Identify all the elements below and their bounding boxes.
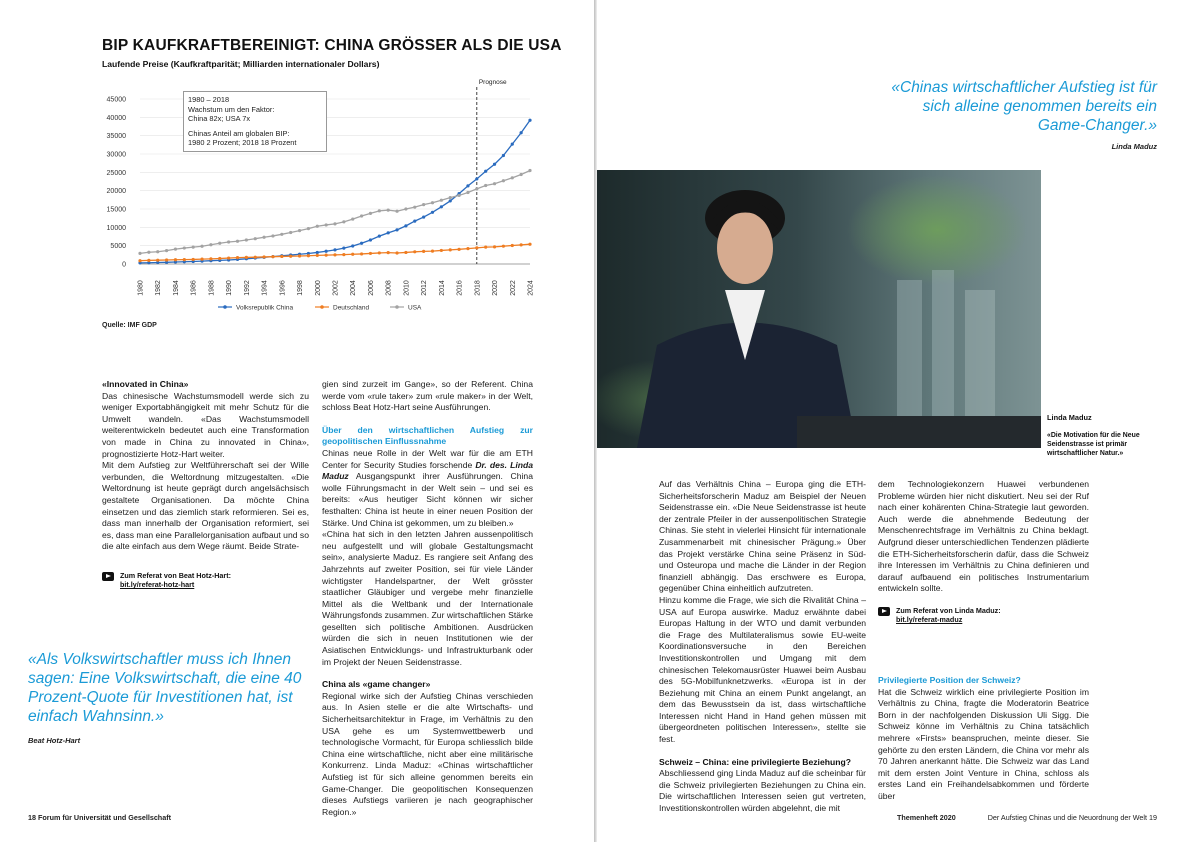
data-point <box>236 240 239 243</box>
left-column-2 <box>322 379 533 818</box>
y-tick-label: 5000 <box>110 243 126 251</box>
data-point <box>192 258 195 261</box>
data-point <box>138 259 141 262</box>
x-tick-label: 1992 <box>243 280 251 296</box>
data-point <box>316 251 319 254</box>
x-tick-label: 2008 <box>385 280 393 296</box>
data-point <box>387 251 390 254</box>
speaker-name: Dr. des. Linda Maduz <box>322 459 533 482</box>
data-point <box>227 240 230 243</box>
data-point <box>147 259 150 262</box>
data-point <box>165 249 168 252</box>
reference-url[interactable]: bit.ly/referat-hotz-hart <box>120 580 195 590</box>
pull-quote: «Als Volkswirtschaftler muss ich Ihnen sagen: Eine Volkswirtschaft, die eine 40 Prozent-Quote für Investitionen hat, ist einfach Wahnsinn.» <box>28 651 302 725</box>
chart-subtitle: Laufende Preise (Kaufkraftparität; Milliarden internationaler Dollars) <box>102 59 380 69</box>
data-point <box>245 256 248 259</box>
data-point <box>289 231 292 234</box>
annotation-line: 1980 – 2018 <box>188 95 230 104</box>
reference-link-maduz[interactable] <box>878 606 1089 625</box>
left-column-1 <box>102 379 309 590</box>
data-point <box>138 252 141 255</box>
x-tick-label: 1988 <box>208 280 216 296</box>
data-point <box>422 250 425 253</box>
data-point <box>528 119 531 122</box>
annotation-line: China 82x; USA 7x <box>188 114 251 124</box>
data-point <box>209 257 212 260</box>
y-tick-label: 45000 <box>106 96 126 104</box>
legend-marker <box>395 305 399 309</box>
data-point <box>395 210 398 213</box>
prognosis-label: Prognose <box>478 79 507 86</box>
text-run: Ausgangspunkt ihrer Ausführungen. China wolle Führungsmacht in der Welt sein – und sei es bereits: «Aus heutiger Sicht können wir sicher festhalten: China ist heute in einer neuen Position der Stärke. Und China ist gekommen, um zu bleiben.» <box>322 471 533 528</box>
data-point <box>369 252 372 255</box>
paragraph: Regional wirke sich der Aufstieg Chinas verschieden aus. In Asien stelle er die alte Wirtschafts- und Sicherheitsarchitektur in Frage, im Verhältnis zu den USA gehe es um Systemwettbewerb und technologische Vormacht, für Europa schliesslich bilde China eine wirtschaftliche, nicht aber eine militärische Konkurrenz. Linda Maduz: «Chinas wirtschaftlicher Aufstieg ist für sich alleine genommen bereits ein Game-Changer. Die geopolitischen Konsequenzen dieses Aufstiegs variieren je nach geographischer Region.» <box>322 690 533 817</box>
data-point <box>422 215 425 218</box>
legend-label: USA <box>408 304 422 312</box>
data-point <box>449 248 452 251</box>
data-point <box>316 225 319 228</box>
left-page <box>0 0 594 842</box>
data-point <box>528 243 531 246</box>
data-point <box>218 257 221 260</box>
data-point <box>325 253 328 256</box>
data-point <box>520 243 523 246</box>
page-footer-right: Der Aufstieg Chinas und die Neuordnung der Welt 19 <box>987 813 1157 822</box>
data-point <box>475 246 478 249</box>
chart-title: BIP KAUFKRAFTBEREINIGT: CHINA GRÖSSER ALS DIE USA <box>102 37 562 54</box>
data-point <box>271 234 274 237</box>
data-point <box>174 248 177 251</box>
chart-source: Quelle: IMF GDP <box>102 322 157 329</box>
data-point <box>449 196 452 199</box>
play-icon <box>102 572 114 581</box>
data-point <box>484 184 487 187</box>
data-point <box>360 214 363 217</box>
text-run: Chinas neue Rolle in der Welt war für die am ETH Center for Security Studies forschende <box>322 447 533 470</box>
section-heading: «Innovated in China» <box>102 379 189 389</box>
paragraph: dem Technologiekonzern Huawei verbundenen Probleme würden hier nicht diskutiert. Neu sei der Ruf nach einer kohärenten China-Strategie laut geworden. Auch werde die abnehmende Bedeutung der Menschenrechtsfrage im Verhältnis zu China beklagt. Aufgrund dieser unterschiedlichen Tendenzen plädierte die ETH-Sicherheitsforscherin dafür, dass die Schweiz ihre Interessen im Verhältnis zu China definieren und darauf aufbauend ein politisches Instrumentarium entwickeln sollte. <box>878 479 1089 594</box>
annotation-line: Chinas Anteil am globalen BIP: <box>188 128 290 138</box>
data-point <box>342 247 345 250</box>
data-point <box>262 255 265 258</box>
x-tick-label: 2012 <box>421 280 429 296</box>
data-point <box>387 231 390 234</box>
play-icon <box>878 607 890 616</box>
x-tick-label: 2002 <box>332 280 340 296</box>
data-point <box>484 170 487 173</box>
data-point <box>262 236 265 239</box>
data-point <box>502 154 505 157</box>
data-point <box>457 248 460 251</box>
data-point <box>378 209 381 212</box>
right-column-2 <box>878 479 1089 802</box>
data-point <box>493 163 496 166</box>
x-tick-label: 2024 <box>527 280 535 296</box>
speaker-photo <box>597 170 1041 448</box>
data-point <box>183 258 186 261</box>
data-point <box>395 228 398 231</box>
data-point <box>413 250 416 253</box>
annotation-line: Wachstum um den Faktor: <box>188 104 275 114</box>
data-point <box>466 191 469 194</box>
data-point <box>325 250 328 253</box>
data-point <box>466 184 469 187</box>
y-tick-label: 0 <box>122 261 126 269</box>
data-point <box>316 254 319 257</box>
data-point <box>307 254 310 257</box>
data-point <box>289 255 292 258</box>
data-point <box>351 253 354 256</box>
data-point <box>227 256 230 259</box>
data-point <box>511 143 514 146</box>
data-point <box>502 179 505 182</box>
section-heading: Über den wirtschaftlichen Aufstieg zur geopolitischen Einflussnahme <box>322 424 533 447</box>
y-tick-label: 15000 <box>106 206 126 214</box>
data-point <box>254 256 257 259</box>
paragraph: Das chinesische Wachstumsmodell werde sich zu weniger Exportabhängigkeit mit mehr Schutz für die Umwelt wandeln. «Das Wachstumsmodell weiterentwickeln bedeutet auch eine Transformation von made in China zu innovated in China», prognostizierte Hotz-Hart weiter. <box>102 390 309 459</box>
data-point <box>502 245 505 248</box>
data-point <box>236 256 239 259</box>
reference-link-hotz-hart[interactable] <box>102 571 309 590</box>
chart-annotation-box <box>183 91 327 152</box>
y-tick-label: 40000 <box>106 114 126 122</box>
data-point <box>245 238 248 241</box>
legend-label: Volksrepublik China <box>236 304 294 312</box>
data-point <box>378 235 381 238</box>
pull-quote-author: Linda Maduz <box>1111 142 1157 151</box>
data-point <box>413 220 416 223</box>
paragraph: Mit dem Aufstieg zur Weltführerschaft sei der Wille verbunden, die Weltordnung mitzugestalten. «Die Weltordnung ist heute geprägt durch angelsächsisch gestaltete Organisationen. Da möchte China einsetzen und das ziemlich stark reformieren. Sei es, dass man innerhalb der Organisation reformiert, sei es, dass man eine Parallelorganisation aufbaut und so die alte einfach aus dem Wege räumt. Beide Strate- <box>102 460 309 552</box>
data-point <box>475 177 478 180</box>
reference-title: Zum Referat von Beat Hotz-Hart: <box>120 570 232 580</box>
data-point <box>466 247 469 250</box>
section-heading: Schweiz – China: eine privilegierte Beziehung? <box>659 756 851 767</box>
y-tick-label: 30000 <box>106 151 126 159</box>
photo-caption-name: Linda Maduz <box>1047 413 1092 422</box>
x-tick-label: 1990 <box>226 280 234 296</box>
page-footer: 18 Forum für Universität und Gesellschaft <box>28 813 171 822</box>
x-tick-label: 2006 <box>367 280 375 296</box>
data-point <box>493 245 496 248</box>
data-point <box>192 246 195 249</box>
data-point <box>493 182 496 185</box>
photo-caption-text: «Die Motivation für die Neue Seidenstrasse ist primär wirtschaftlicher Natur.» <box>1047 432 1140 457</box>
x-tick-label: 2020 <box>492 280 500 296</box>
page-footer-left: Themenheft 2020 <box>897 813 956 822</box>
data-point <box>511 176 514 179</box>
data-point <box>298 254 301 257</box>
data-point <box>165 258 168 261</box>
data-point <box>484 246 487 249</box>
data-point <box>360 252 363 255</box>
data-point <box>147 251 150 254</box>
data-point <box>280 255 283 258</box>
data-point <box>342 220 345 223</box>
reference-url[interactable]: bit.ly/referat-maduz <box>896 615 963 625</box>
data-point <box>440 205 443 208</box>
data-point <box>520 173 523 176</box>
y-tick-label: 20000 <box>106 188 126 196</box>
data-point <box>387 209 390 212</box>
data-point <box>360 242 363 245</box>
legend-label: Deutschland <box>333 304 370 312</box>
data-point <box>395 251 398 254</box>
data-point <box>218 242 221 245</box>
x-tick-label: 2018 <box>474 280 482 296</box>
paragraph: Auf das Verhältnis China – Europa ging die ETH-Sicherheitsforscherin Maduz am Beispiel der Neuen Seidenstrasse ein. «Die Neue Seidenstrasse ist heute der zentrale Pfeiler in der aussenpolitischen Strategie Chinas. Sie steht in vielerlei Hinsicht für internationale Zusammenarbeit mit chinesischer Prägung.» Über das Projekt verstärke China seine Präsenz in Süd- und Osteuropa und mache die Länder in der Region finanziell abhängig. Das erschwere es Europa, gegenüber China einheitlich aufzutreten. <box>659 479 866 594</box>
paragraph: gien sind zurzeit im Gange», so der Referent. China werde vom «rule taker» zum «rule maker» in der Welt, schloss Beat Hotz-Hart seine Ausführungen. <box>322 379 533 413</box>
data-point <box>511 244 514 247</box>
data-point <box>431 211 434 214</box>
data-point <box>156 259 159 262</box>
paragraph: Abschliessend ging Linda Maduz auf die scheinbar für die Schweiz privilegierten Beziehungen zu China ein. Die wirtschaftlichen Interessen seien gut vertreten, Investitionskontrollen würden abgelehnt, die mit <box>659 768 866 814</box>
data-point <box>209 243 212 246</box>
y-tick-label: 10000 <box>106 224 126 232</box>
paragraph: Hinzu komme die Frage, wie sich die Rivalität China – USA auf Europa auswirke. Maduz erwähnte dabei Europas Haltung in der WTO und damit verbunden die Frage des Multilateralismus sowie EU-weite Koordinationsversuche in den Bereichen Investitionskontrollen und Umgang mit dem chinesischen Telekomausrüster Huawei beim Ausbau des 5G-Mobilfunknetzwerks. «Europa ist in der Beziehung mit China an einem Punkt angelangt, an dem das Bewusstsein da ist, dass wirtschaftliche Interessen nicht Hand in Hand gehen müssen mit übergeordneten politischen Interessen», stellte sie fest. <box>659 594 866 745</box>
pull-quote: «Chinas wirtschaftlicher Aufstieg ist für sich alleine genommen bereits ein Game-Changer.» <box>891 79 1157 134</box>
data-point <box>404 251 407 254</box>
data-point <box>369 212 372 215</box>
data-point <box>333 248 336 251</box>
data-point <box>271 255 274 258</box>
data-point <box>280 233 283 236</box>
section-heading: Privilegierte Position der Schweiz? <box>878 674 1021 685</box>
data-point <box>431 201 434 204</box>
y-tick-label: 35000 <box>106 133 126 141</box>
data-point <box>200 245 203 248</box>
right-column-1 <box>659 479 866 815</box>
data-point <box>528 169 531 172</box>
data-point <box>183 246 186 249</box>
x-tick-label: 2004 <box>350 280 358 296</box>
data-point <box>413 206 416 209</box>
x-tick-label: 2000 <box>314 280 322 296</box>
data-point <box>200 258 203 261</box>
data-point <box>369 238 372 241</box>
data-point <box>174 258 177 261</box>
data-point <box>440 249 443 252</box>
data-point <box>475 187 478 190</box>
data-point <box>342 253 345 256</box>
data-point <box>333 253 336 256</box>
data-point <box>404 224 407 227</box>
data-point <box>431 249 434 252</box>
data-point <box>457 194 460 197</box>
x-tick-label: 2016 <box>456 280 464 296</box>
x-tick-label: 1980 <box>137 280 145 296</box>
x-tick-label: 1984 <box>172 280 180 296</box>
x-tick-label: 1996 <box>279 280 287 296</box>
data-point <box>333 222 336 225</box>
paragraph <box>322 448 533 529</box>
right-page <box>597 0 1191 842</box>
x-tick-label: 1982 <box>155 280 163 296</box>
x-tick-label: 2022 <box>509 280 517 296</box>
annotation-line: 1980 2 Prozent; 2018 18 Prozent <box>188 138 297 148</box>
data-point <box>254 237 257 240</box>
legend-marker <box>223 305 227 309</box>
x-tick-label: 2010 <box>403 280 411 296</box>
data-point <box>404 207 407 210</box>
data-point <box>422 203 425 206</box>
data-point <box>325 223 328 226</box>
x-tick-label: 2014 <box>438 280 446 296</box>
data-point <box>449 199 452 202</box>
pull-quote-author: Beat Hotz-Hart <box>28 736 81 745</box>
y-tick-label: 25000 <box>106 169 126 177</box>
data-point <box>307 227 310 230</box>
data-point <box>378 251 381 254</box>
data-point <box>156 250 159 253</box>
x-tick-label: 1994 <box>261 280 269 296</box>
section-heading: China als «game changer» <box>322 679 431 690</box>
data-point <box>298 229 301 232</box>
reference-title: Zum Referat von Linda Maduz: <box>896 605 1001 615</box>
paragraph: «China hat sich in den letzten Jahren aussenpolitisch neu aufgestellt und will globale Gestaltungsmacht sein», analysierte Maduz. Es rangiere seit Anfang des Jahrzehnts auf zweiter Position, sei für viele Länder wichtigster Handelspartner, der Welt grösster staatlicher Gläubiger und vergebe mehr finanzielle Mittel als die Weltbank und der Internationale Währungsfonds zusammen. Zur wirtschaftlichen Stärke gesellten sich politische Ambitionen. Ausdrücken würden die sich in neuen Institutionen wie der Asiatischen Entwicklungs- und Infrastrukturbank oder im Projekt der Neuen Seidenstrasse. <box>322 529 533 667</box>
data-point <box>520 131 523 134</box>
data-point <box>351 217 354 220</box>
data-point <box>440 199 443 202</box>
data-point <box>351 244 354 247</box>
x-tick-label: 1998 <box>297 280 305 296</box>
x-tick-label: 1986 <box>190 280 198 296</box>
legend-marker <box>320 305 324 309</box>
paragraph: Hat die Schweiz wirklich eine privilegierte Position im Verhältnis zu China, fragte die Moderatorin Beatrice Born in der nachfolgenden Diskussion Uli Sigg. Die Schweiz könne im Verhältnis zu China tatsächlich mehrere «Firsts» beanspruchen, meinte dieser. Sie gehörte zu den ersten Ländern, die China vor mehr als 70 Jahren anerkannt hätte. Die Schweiz war das Land mit dem ersten Joint Venture in China, schloss als erstes Land ein Freihandelsabkommen und förderte über <box>878 686 1089 801</box>
